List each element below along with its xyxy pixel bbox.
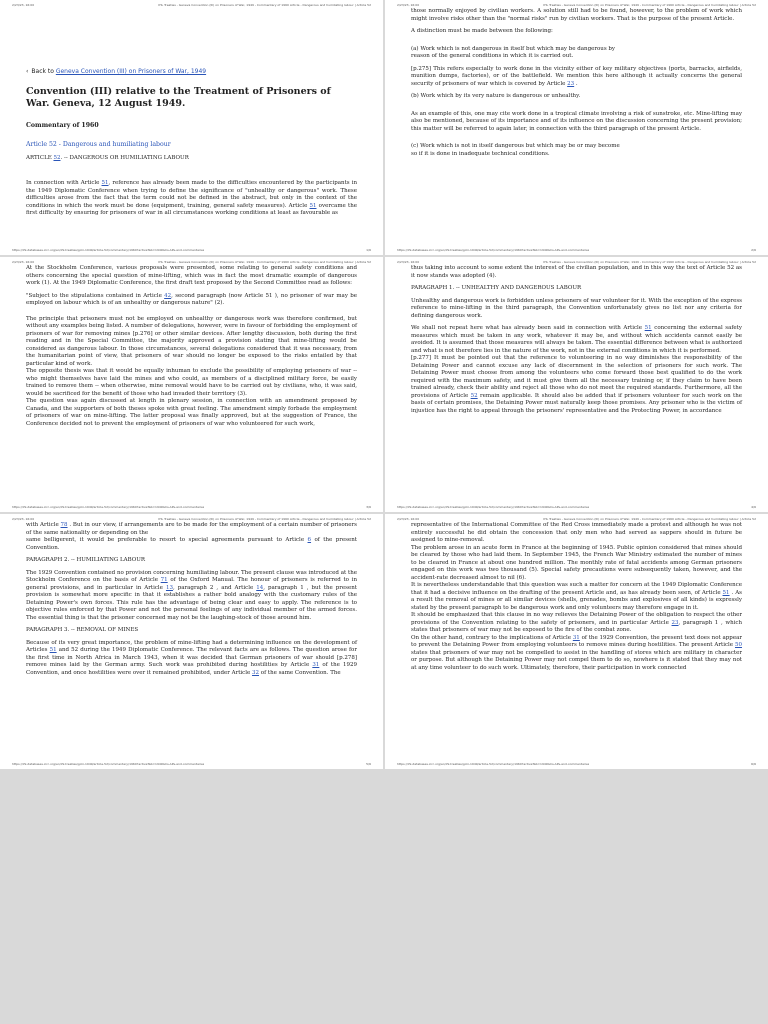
article-link[interactable]: 50	[735, 642, 742, 648]
page-footer: https://ihl-databases.icrc.org/en/ihl-treaties/gciii-1949/article-52/commentary/1960?activeTab=1949GCs-APs-and-commentaries 6/6	[397, 762, 756, 766]
list-item: so if it is done in inadequate technical conditions.	[411, 150, 550, 157]
footer-url: https://ihl-databases.icrc.org/en/ihl-treaties/gciii-1949/article-52/commentary/1960?activeTab=1949GCs-APs-and-commentaries	[12, 248, 205, 252]
page-2	[385, 0, 768, 255]
back-link[interactable]	[26, 68, 357, 76]
article-link[interactable]: 23	[567, 80, 575, 87]
quote: "Subject to the stipulations contained in Article 42, second paragraph (now Article 51 ), no prisoner of war may be employed on labour which is of an unhealthy or dangerous nature" (2).	[26, 292, 357, 306]
paragraph: Because of its very great importance, the problem of mine-lifting had a determining influence on the development of Articles 51 and 52 during the 1949 Diplomatic Conference. The relevant facts are as follows. The question arose for the first time in North Africa in March 1943, when it was decided that German prisoners of war should [p.278] remove mines laid by the German army. Such work was prohibited during hostilities by Article 31 of the 1929 Convention, and once hostilities were over it remained prohibited, under Article 32 of the same Convention. The	[26, 639, 357, 676]
paragraph: At the Stockholm Conference, various proposals were presented, some relating to general safety conditions and others concerning the special question of mine-lifting, which was in fact the most dramatic example of dangerous work (1). At the 1949 Diplomatic Conference, the first draft text proposed by the Second Committee read as follows:	[26, 265, 357, 286]
paragraph: The problem arose in an acute form in France at the beginning of 1945. Public opinion considered that mines should be cleared by those who had laid them. In September 1945, the French War Ministry estimated the number of mines to be cleared in France at about one hundred million. The monthly rate of fatal accidents among German prisoners engaged on this work was two thousand (5). Special safety precautions were subsequently taken, however, and the accident-rate decreased almost to nil (6).	[411, 544, 742, 581]
article-link[interactable]: 6	[307, 537, 312, 543]
paragraph: with Article 78 . But in our view, if arrangements are to be made for the employment of a certain number of prisoners of the same nationality or depending on the	[26, 522, 357, 536]
article-link[interactable]: 31	[572, 634, 580, 641]
section-heading: PARAGRAPH 2. -- HUMILIATING LABOUR	[26, 557, 146, 563]
list-item: (b) Work which by its very nature is dangerous or unhealthy.	[411, 93, 581, 99]
list-item: reason of the general conditions in which it is carried out.	[411, 53, 574, 59]
header-title: IHL Treaties - Geneva Convention (III) on Prisoners of War, 1949 - Commentary of 1960 Article - Dangerous and humiliating labour | Article 52	[158, 3, 371, 7]
page-3	[0, 257, 383, 512]
paragraph: representative of the International Committee of the Red Cross immediately made a protest and although he was not entirely successful he did obtain the concession that only men who had served as sappers should in future be assigned to mine-removal.	[411, 522, 742, 543]
page-number: 1/6	[366, 248, 371, 252]
page-number: 6/6	[751, 762, 756, 766]
page-header: 2/23/23, 16:00 IHL Treaties - Geneva Convention (III) on Prisoners of War, 1949 - Commentary of 1960 Article - Dangerous and humiliating labour | Article 52	[12, 260, 371, 264]
paragraph: The opposite thesis was that it would be equally inhuman to exclude the possibility of employing prisoners of war -- who might themselves have laid the mines and who could, as members of a disciplined military force, be easily trained to remove them -- when otherwise, mine removal would have to be carried out by civilians, who, it was said, would be sacrificed for the benefit of those who had invaded their territory (3).	[26, 368, 357, 397]
article-link[interactable]: 51	[309, 202, 317, 209]
article-link[interactable]: 32	[252, 669, 260, 676]
list-item: (c) Work which is not in itself dangerous but which may be or may become	[411, 143, 620, 149]
page-1	[0, 0, 383, 255]
paragraph: [p.277] It must be pointed out that the reference to volunteering in no way diminishes the responsibility of the Detaining Power and cannot excuse any lack of discernment in the selection of prisoners for such work. The Detaining Power must choose from among the volunteers who come forward those best qualified to do the work required with the maximum safety, and it must give them all the necessary training or, if they claim to have been trained already, check their ability and reject all those who do not meet the required standards. Furthermore, all the provisions of Article 52 remain applicable. It should also be added that if prisoners volunteer for such work on the basis of certain promises, the Detaining Power must naturally keep those promises. Any prisoner who is the victim of injustice has the right to appeal through the prisoners' representative and the Protecting Power, in accordance	[411, 355, 742, 414]
section-heading: PARAGRAPH 3. -- REMOVAL OF MINES	[26, 627, 139, 633]
article-link[interactable]: 71	[160, 577, 168, 583]
page-footer: https://ihl-databases.icrc.org/en/ihl-treaties/gciii-1949/article-52/commentary/1960?activeTab=1949GCs-APs-and-commentaries 4/6	[397, 505, 756, 509]
paragraph: The principle that prisoners must not be employed on unhealthy or dangerous work was therefore confirmed, but without any examples being listed. A number of delegations, however, were in favour of forbidding the employment of prisoners of war for removing mines [p.276] or other similar devices. After lengthy discussion, both during the first reading and in the Special Committee, the majority approved a provision stating that mine-lifting would be considered as dangerous labour. In those circumstances, several delegations considered that it was necessary, from the humanitarian point of view, that prisoners of war should no longer be exposed to the risks entailed by that particular kind of work.	[26, 315, 357, 367]
paragraph: A distinction must be made between the following:	[411, 28, 553, 34]
page-title: Convention (III) relative to the Treatment of Prisoners of War. Geneva, 12 August 1949.	[26, 85, 331, 109]
paragraph: It is nevertheless understandable that this question was such a matter for concern at the 1949 Diplomatic Conference that it had a decisive influence on the drafting of the present Article and, as has already been seen, of Article 51 . As a result the removal of mines or all similar devices (shells, grenades, bombs and explosives of all kinds) is expressly stated by the present paragraph to be dangerous work and only volunteers may therefore engage in it.	[411, 582, 742, 611]
chevron-left-icon: ‹	[26, 68, 29, 75]
page-header: 2/23/23, 16:00 IHL Treaties - Geneva Convention (III) on Prisoners of War, 1949 - Commentary of 1960 Article - Dangerous and humiliating labour | Article 52	[397, 3, 756, 7]
paragraph: We shall not repeat here what has already been said in connection with Article 51 concerning the external safety measures which must be taken in any work, whatever it may be, and without which accidents cannot easily be avoided. It is assumed that those measures will always be taken. The essential difference between what is authorized and what is not therefore lies in the nature of the work, not in the external conditions in which it is performed.	[411, 325, 742, 354]
article-title: Article 52 - Dangerous and humiliating labour	[26, 141, 171, 148]
article-link[interactable]: 14	[256, 584, 264, 591]
list-item: (a) Work which is not dangerous in itself but which may be dangerous by	[411, 45, 616, 52]
article-link[interactable]: 52	[53, 154, 61, 161]
page-number: 2/6	[751, 248, 756, 252]
page-header	[12, 3, 371, 7]
commentary-subtitle: Commentary of 1960	[26, 121, 99, 129]
paragraph: As an example of this, one may cite work done in a tropical climate involving a risk of sunstroke, etc. Mine-lifting may also be mentioned, because of its importance and of its influence on the discussion concerning the present provision; this matter will be referred to again later, in connection with the third paragraph of the present Article.	[411, 110, 742, 132]
page-5	[0, 514, 383, 769]
paragraph: thus taking into account to some extent the interest of the civilian population, and in this way the text of Article 52 as it now stands was adopted (4).	[411, 265, 742, 279]
header-datetime: 2/23/23, 16:00	[12, 3, 35, 7]
page-number: 5/6	[366, 762, 371, 766]
page-header: 2/23/23, 16:00 IHL Treaties - Geneva Convention (III) on Prisoners of War, 1949 - Commentary of 1960 Article - Dangerous and humiliating labour | Article 52	[12, 517, 371, 521]
article-link[interactable]: 13	[165, 584, 173, 591]
page-header: 2/23/23, 16:00 IHL Treaties - Geneva Convention (III) on Prisoners of War, 1949 - Commentary of 1960 Article - Dangerous and humiliating labour | Article 52	[397, 517, 756, 521]
paragraph: On the other hand, contrary to the implications of Article 31 of the 1929 Convention, the present text does not appear to prevent the Detaining Power from employing volunteers to remove mines during hostilities. The present Article 50 states that prisoners of war may not be compelled to assist in the handling of stores which are military in character or purpose. But although the Detaining Power may not compel them to do so, nowhere is it stated that they may not at any time volunteer to do such work. Ultimately, therefore, their participation in work connected	[411, 634, 742, 671]
page-footer	[12, 248, 371, 252]
paragraph: The question was again discussed at length in plenary session, in connection with an amendment proposed by Canada, and the supporters of both theses spoke with great feeling. The amendment simply forbade the employment of prisoners of war on mine-lifting. The latter proposal was finally approved, but at the suggestion of France, the Conference decided not to prevent the employment of prisoners of war who volunteered for such work,	[26, 398, 357, 427]
page-footer: https://ihl-databases.icrc.org/en/ihl-treaties/gciii-1949/article-52/commentary/1960?activeTab=1949GCs-APs-and-commentaries 3/6	[12, 505, 371, 509]
paragraph: It should be emphasized that this clause in no way relieves the Detaining Power of the obligation to respect the other provisions of the Convention relating to the safety of prisoners, and in particular Article 23, paragraph 1 , which states that prisoners of war may not be exposed to the fire of the combat zone.	[411, 612, 742, 633]
article-heading: ARTICLE 52. -- DANGEROUS OR HUMILIATING LABOUR	[26, 154, 189, 161]
page-number: 4/6	[751, 505, 756, 509]
back-prefix: Back to	[31, 68, 54, 75]
back-link-target[interactable]: Geneva Convention (III) on Prisoners of War, 1949	[55, 68, 207, 75]
article-link[interactable]: 23	[671, 619, 679, 626]
paragraph: those normally enjoyed by civilian workers. A solution still had to be found, however, to the problem of work which might involve risks other than the "normal risks" run by civilian workers. That is the purpose of the present Article.	[411, 8, 742, 22]
article-link[interactable]: 78	[60, 522, 68, 528]
article-link[interactable]: 52	[470, 392, 478, 399]
article-link[interactable]: 51	[722, 589, 730, 596]
article-link[interactable]: 51	[49, 647, 57, 653]
page-4	[385, 257, 768, 512]
page-footer: https://ihl-databases.icrc.org/en/ihl-treaties/gciii-1949/article-52/commentary/1960?activeTab=1949GCs-APs-and-commentaries 2/6	[397, 248, 756, 252]
article-link[interactable]: 51	[644, 325, 652, 331]
page-6	[385, 514, 768, 769]
paragraph: same belligerent, it would be preferable to resort to special agreements pursuant to Article 6 of the present Convention.	[26, 537, 357, 551]
article-link[interactable]: 51	[101, 180, 109, 186]
section-heading: PARAGRAPH 1. -- UNHEALTHY AND DANGEROUS LABOUR	[411, 285, 582, 291]
paragraph: [p.275] This refers especially to work done in the vicinity either of key military objectives (ports, barracks, airfields, munition dumps, factories), or of the battlefield. We mention this here although it actually concerns the general security of prisoners of war which is covered by Article 23 .	[411, 65, 742, 87]
page-footer: https://ihl-databases.icrc.org/en/ihl-treaties/gciii-1949/article-52/commentary/1960?activeTab=1949GCs-APs-and-commentaries 5/6	[12, 762, 371, 766]
article-link[interactable]: 42	[164, 292, 172, 299]
page-number: 3/6	[366, 505, 371, 509]
page-header: 2/23/23, 16:00 IHL Treaties - Geneva Convention (III) on Prisoners of War, 1949 - Commentary of 1960 Article - Dangerous and humiliating labour | Article 52	[397, 260, 756, 264]
paragraph: Unhealthy and dangerous work is forbidden unless prisoners of war volunteer for it. With the exception of the express reference to mine-lifting in the third paragraph, the Convention unfortunately gives no list nor any criteria for defining dangerous work.	[411, 297, 742, 319]
paragraph: The 1929 Convention contained no provision concerning humiliating labour. The present clause was introduced at the Stockholm Conference on the basis of Article 71 of the Oxford Manual. The honour of prisoners is referred to in general provisions, and in particular in Article 13, paragraph 2 , and Article 14, paragraph 1 , but the present provision is somewhat more specific in that it establishes a rather bold analogy with the customary rules of the Detaining Power's own forces. This rule has the advantage of being clear and easy to apply. The reference is to objective rules enforced by that Power and not the personal feelings of any individual member of the armed forces. The essential thing is that the prisoner concerned may not be the laughing-stock of those around him.	[26, 569, 358, 621]
article-link[interactable]: 31	[312, 662, 320, 668]
paragraph: In connection with Article 51, reference has already been made to the difficulties encountered by the participants in the 1949 Diplomatic Conference when trying to define the significance of "unhealthy or dangerous" work. These difficulties arose from the fact that the term could not be defined in the abstract, but only in the context of the conditions in which the work must be done (equipment, training, general safety measures). Article 51 overcame the first difficulty by ensuring for prisoners of war in all circumstances working conditions at least as favourable as	[26, 180, 357, 216]
